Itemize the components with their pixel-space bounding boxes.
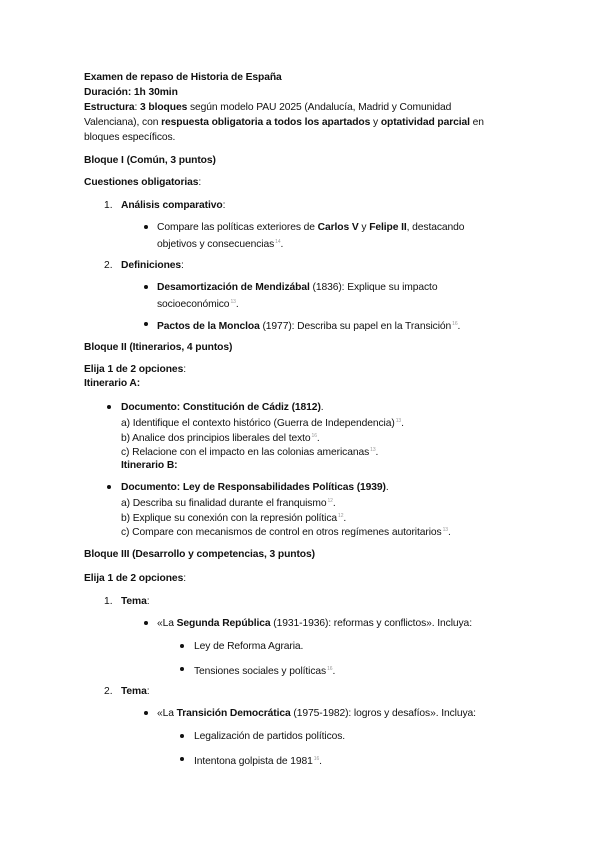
list-number: 2. [104, 686, 113, 697]
bloque3-heading: Bloque III (Desarrollo y competencias, 3 puntos) [84, 549, 315, 560]
exam-title: Examen de repaso de Historia de España [84, 72, 282, 83]
tema1-sub2: Tensiones sociales y políticas$^{16}$. [194, 666, 336, 677]
itinerario-a-heading: Itinerario A: [84, 378, 141, 389]
citation-marker[interactable]: 14 [275, 239, 281, 245]
citation-marker[interactable]: 13 [442, 527, 448, 533]
list-number: 2. [104, 260, 113, 271]
def1-line2: socioeconómico$^{13}$. [157, 299, 239, 310]
docA-title: Documento: Constitución de Cádiz (1812). [121, 402, 324, 413]
bloque3-elija: Elija 1 de 2 opciones: [84, 573, 186, 584]
bloque2-elija: Elija 1 de 2 opciones: [84, 364, 186, 375]
def2-line: Pactos de la Moncloa (1977): Describa su papel en la Transición$^{16}$. [157, 321, 461, 332]
def1-line1: Desamortización de Mendizábal (1836): Explique su impacto [157, 282, 438, 293]
bullet-icon [180, 757, 184, 761]
tema1-label: Tema: [121, 596, 150, 607]
citation-marker[interactable]: 13 [230, 299, 236, 305]
docB-question-b: b) Explique su conexión con la represión política$^{12}$. [121, 513, 347, 524]
citation-marker[interactable]: 16 [452, 321, 458, 327]
bullet-icon [180, 734, 184, 738]
bullet-icon [144, 711, 148, 715]
bloque2-heading: Bloque II (Itinerarios, 4 puntos) [84, 342, 233, 353]
itinerario-b-heading: Itinerario B: [121, 460, 178, 471]
item1-question-line2: objetivos y consecuencias$^{14}$. [157, 239, 284, 250]
item2-title: Definiciones: [121, 260, 184, 271]
citation-marker[interactable]: 16 [327, 666, 333, 672]
citation-marker[interactable]: 12 [338, 513, 344, 519]
docB-question-a: a) Describa su finalidad durante el franquismo$^{12}$. [121, 498, 336, 509]
docA-question-c: c) Relacione con el impacto en las colonias americanas$^{13}$. [121, 447, 379, 458]
tema1-sub1: Ley de Reforma Agraria. [194, 641, 304, 652]
docA-question-b: b) Analice dos principios liberales del texto$^{16}$. [121, 433, 320, 444]
bullet-icon [107, 405, 111, 409]
bullet-icon [144, 322, 148, 326]
citation-marker[interactable]: 12 [327, 498, 333, 504]
structure-line-2: Valenciana), con respuesta obligatoria a todos los apartados y optatividad parcial en [84, 117, 484, 128]
bullet-icon [144, 285, 148, 289]
list-number: 1. [104, 596, 113, 607]
tema2-title: «La Transición Democrática (1975-1982): logros y desafíos». Incluya: [157, 708, 476, 719]
tema1-title: «La Segunda República (1931-1936): reformas y conflictos». Incluya: [157, 618, 472, 629]
list-number: 1. [104, 200, 113, 211]
duration-line: Duración: 1h 30min [84, 87, 178, 98]
docB-question-c: c) Compare con mecanismos de control en otros regímenes autoritarios$^{13}$. [121, 527, 451, 538]
citation-marker[interactable]: 13 [395, 418, 402, 424]
citation-marker[interactable]: 13 [370, 447, 376, 453]
tema2-sub2: Intentona golpista de 1981$^{16}$. [194, 756, 322, 767]
bullet-icon [144, 225, 148, 229]
citation-marker[interactable]: 16 [313, 756, 320, 762]
cuestiones-heading: Cuestiones obligatorias: [84, 177, 202, 188]
bullet-icon [107, 485, 111, 489]
tema2-sub1: Legalización de partidos políticos. [194, 731, 346, 742]
tema2-label: Tema: [121, 686, 150, 697]
bullet-icon [180, 667, 184, 671]
bullet-icon [144, 621, 148, 625]
bullet-icon [180, 644, 184, 648]
structure-line-3: bloques específicos. [84, 132, 176, 143]
bloque1-heading: Bloque I (Común, 3 puntos) [84, 155, 216, 166]
docB-title: Documento: Ley de Responsabilidades Políticas (1939). [121, 482, 389, 493]
docA-question-a: a) Identifique el contexto histórico (Guerra de Independencia)$^{13}$. [121, 418, 404, 429]
item1-title: Análisis comparativo: [121, 200, 226, 211]
item1-question-line1: Compare las políticas exteriores de Carlos V y Felipe II, destacando [157, 222, 465, 233]
structure-line-1: Estructura: 3 bloques según modelo PAU 2025 (Andalucía, Madrid y Comunidad [84, 102, 452, 113]
citation-marker[interactable]: 16 [311, 433, 317, 439]
